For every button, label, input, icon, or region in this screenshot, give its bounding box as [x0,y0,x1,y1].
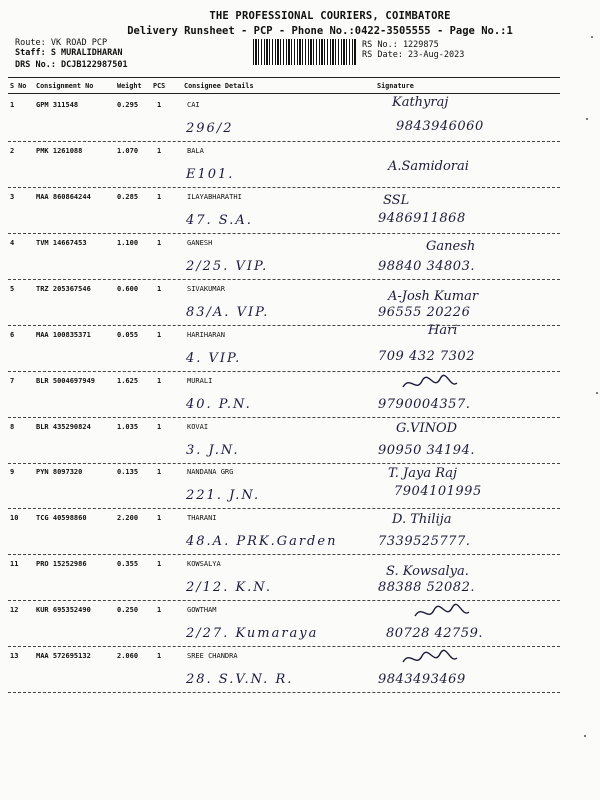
row-separator [8,692,560,693]
row-separator [8,554,560,555]
row-signature-phone: 90950 34194. [378,443,475,458]
row-signature-phone: 80728 42759. [386,626,483,641]
row-consignment-no: TVM 14667453 [36,239,87,247]
row-signature-name: A-Josh Kumar [388,289,479,304]
row-consignee-address: 3. J.N. [186,443,240,458]
row-signature-phone: 96555 20226 [378,305,471,320]
row-weight: 0.295 [117,101,139,109]
row-consignment-no: PRO 15252986 [36,560,87,568]
row-signature-phone: 88388 52082. [378,580,475,595]
row-signature-name: G.VINOD [396,421,458,436]
row-signature-name: Hari [428,323,458,338]
row-consignment-no: PYN 8097320 [36,468,83,476]
scan-speck [596,392,598,394]
row-signature-phone: 709 432 7302 [378,349,475,364]
row-signature-phone: 9843946060 [396,119,484,134]
drs-number: DRS No.: DCJB122987501 [15,60,128,70]
row-signature-name: T. Jaya Raj [388,466,458,481]
row-sno: 9 [10,468,15,476]
row-signature-phone: 98840 34803. [378,259,475,274]
row-signature-name: A.Samidorai [388,159,469,174]
row-consignee-address: 83/A. VIP. [186,305,270,320]
barcode-image [253,39,356,65]
table-header-rule [8,93,560,94]
route-label: Route: VK ROAD PCP [15,38,108,48]
row-consignee-name: CAI [187,101,200,109]
row-consignment-no: BLR 435290824 [36,423,91,431]
row-pcs: 1 [157,514,162,522]
row-consignment-no: BLR 5004697949 [36,377,96,385]
rs-number: RS No.: 1229875 [362,40,439,50]
signature-scribble [400,373,460,395]
row-signature-name: Ganesh [426,239,476,254]
signature-scribble [400,648,460,670]
col-header-pcs: PCS [153,82,166,90]
row-pcs: 1 [157,193,162,201]
row-signature-name: Kathyraj [392,95,449,110]
row-sno: 3 [10,193,15,201]
row-signature-name: D. Thilija [392,512,452,527]
row-consignment-no: MAA 572695132 [36,652,91,660]
row-consignee-address: 40. P.N. [186,397,252,412]
scan-speck [586,118,588,120]
row-consignee-name: KOVAI [187,423,209,431]
row-consignment-no: MAA 100835371 [36,331,91,339]
col-header-consignee: Consignee Details [184,82,254,90]
row-weight: 1.070 [117,147,139,155]
row-signature-phone: 9843493469 [378,672,466,687]
row-weight: 0.355 [117,560,139,568]
row-weight: 0.285 [117,193,139,201]
row-consignee-name: GOWTHAM [187,606,217,614]
row-weight: 0.055 [117,331,139,339]
row-pcs: 1 [157,147,162,155]
row-sno: 13 [10,652,19,660]
row-consignee-name: SIVAKUMAR [187,285,225,293]
row-pcs: 1 [157,239,162,247]
col-header-sno: S No [10,82,27,90]
row-sno: 11 [10,560,19,568]
row-signature-name: SSL [383,193,410,208]
row-consignee-name: BALA [187,147,204,155]
row-sno: 1 [10,101,15,109]
row-consignment-no: MAA 860864244 [36,193,91,201]
staff-label: Staff: S MURALIDHARAN [15,48,123,58]
row-weight: 1.625 [117,377,139,385]
row-separator [8,279,560,280]
row-separator [8,187,560,188]
row-separator [8,233,560,234]
row-pcs: 1 [157,377,162,385]
row-consignee-name: THARANI [187,514,217,522]
row-consignment-no: GPM 311548 [36,101,79,109]
runsheet-title: Delivery Runsheet - PCP - Phone No.:0422-3505555 - Page No.:1 [127,25,513,37]
row-separator [8,417,560,418]
row-sno: 8 [10,423,15,431]
row-consignee-name: ILAYABHARATHI [187,193,242,201]
row-weight: 0.600 [117,285,139,293]
row-consignment-no: PMK 1261088 [36,147,83,155]
row-pcs: 1 [157,560,162,568]
row-consignee-address: 47. S.A. [186,213,253,228]
row-consignee-address: 28. S.V.N. R. [186,672,294,687]
row-pcs: 1 [157,423,162,431]
col-header-consignment: Consignment No [36,82,94,90]
row-separator [8,600,560,601]
row-consignee-address: E101. [186,167,235,182]
table-top-rule [8,77,560,78]
signature-scribble [412,602,472,624]
row-sno: 12 [10,606,19,614]
row-pcs: 1 [157,652,162,660]
row-pcs: 1 [157,606,162,614]
row-consignee-address: 296/2 [186,121,234,136]
row-weight: 1.100 [117,239,139,247]
row-separator [8,371,560,372]
row-separator [8,463,560,464]
row-signature-name: S. Kowsalya. [386,564,469,579]
row-consignee-address: 48.A. PRK.Garden [186,534,338,549]
row-consignee-name: NANDANA GRG [187,468,234,476]
row-sno: 2 [10,147,15,155]
rs-date: RS Date: 23-Aug-2023 [362,50,465,60]
row-separator [8,141,560,142]
row-weight: 2.200 [117,514,139,522]
row-consignee-name: HARIHARAN [187,331,225,339]
row-weight: 2.060 [117,652,139,660]
col-header-signature: Signature [377,82,414,90]
row-weight: 0.135 [117,468,139,476]
row-pcs: 1 [157,468,162,476]
row-consignment-no: TRZ 205367546 [36,285,91,293]
scan-speck [591,36,593,38]
row-sno: 7 [10,377,15,385]
row-pcs: 1 [157,285,162,293]
row-separator [8,646,560,647]
row-separator [8,508,560,509]
row-consignee-name: MURALI [187,377,213,385]
row-pcs: 1 [157,101,162,109]
row-weight: 0.250 [117,606,139,614]
row-signature-phone: 9790004357. [378,397,471,412]
row-sno: 10 [10,514,19,522]
row-consignee-name: KOWSALYA [187,560,221,568]
row-consignee-address: 221. J.N. [186,488,261,503]
row-consignee-address: 4. VIP. [186,351,242,366]
row-signature-phone: 7904101995 [394,484,482,499]
row-consignee-name: GANESH [187,239,213,247]
row-separator [8,325,560,326]
row-consignee-address: 2/12. K.N. [186,580,272,595]
row-weight: 1.035 [117,423,139,431]
row-consignee-address: 2/27. Kumaraya [186,626,319,641]
row-signature-phone: 9486911868 [378,211,466,226]
company-title: THE PROFESSIONAL COURIERS, COIMBATORE [209,10,451,22]
row-sno: 6 [10,331,15,339]
row-signature-phone: 7339525777. [378,534,471,549]
row-sno: 4 [10,239,15,247]
row-sno: 5 [10,285,15,293]
col-header-weight: Weight [117,82,142,90]
scan-speck [584,735,586,737]
row-pcs: 1 [157,331,162,339]
row-consignment-no: KUR 695352490 [36,606,91,614]
row-consignee-name: SREE CHANDRA [187,652,238,660]
row-consignee-address: 2/25. VIP. [186,259,269,274]
row-consignment-no: TCG 40598860 [36,514,87,522]
